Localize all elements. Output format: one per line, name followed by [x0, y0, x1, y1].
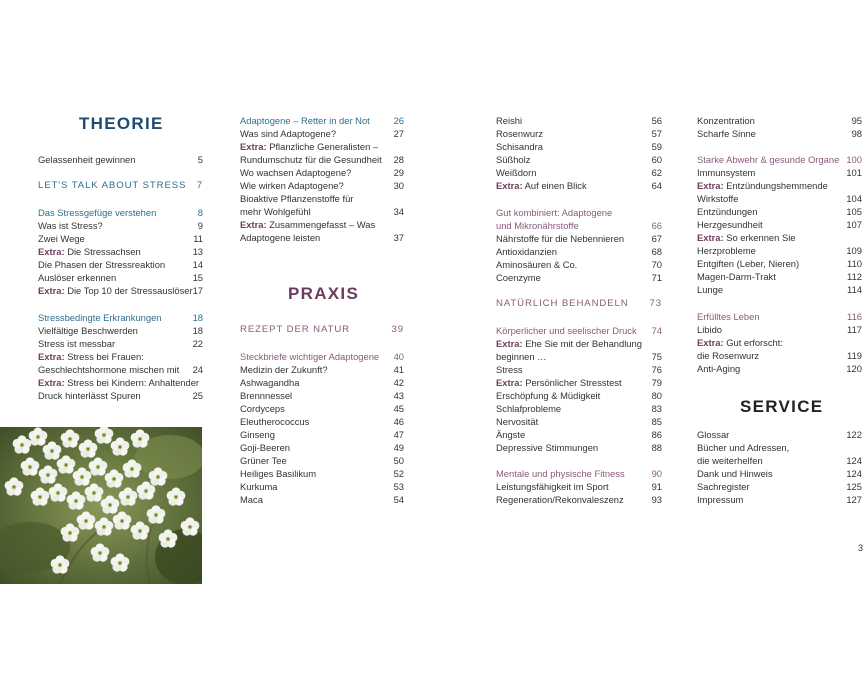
toc-entry[interactable] [697, 283, 862, 296]
entry-page: 75 [651, 351, 662, 362]
toc-entry[interactable] [240, 153, 404, 166]
toc-entry[interactable] [697, 166, 862, 179]
toc-entry[interactable] [697, 218, 862, 231]
entry-page: 14 [192, 259, 203, 270]
extra-label: Extra: [496, 338, 523, 349]
entry-title: Rundumschutz für die Gesundheit [240, 154, 382, 165]
entry-title: Lunge [697, 284, 724, 295]
entry-title: Erfülltes Leben [697, 311, 760, 322]
entry-page: 79 [651, 377, 662, 388]
extra-label: Extra: [240, 219, 267, 230]
entry-title: Regeneration/Rekonvaleszenz [496, 494, 624, 505]
entry-title: Reishi [496, 115, 523, 126]
toc-subchapter[interactable] [38, 311, 203, 324]
entry-title: Ehe Sie mit der Behandlung [525, 338, 642, 349]
entry-page: 119 [847, 350, 862, 361]
entry-title: Brennnessel [240, 390, 293, 401]
heading-praxis: PRAXIS [288, 284, 360, 303]
entry-title: Adaptogene leisten [240, 232, 321, 243]
entry-title: LET'S TALK ABOUT STRESS [38, 180, 187, 191]
toc-entry[interactable] [38, 245, 203, 258]
toc-chapter[interactable] [38, 179, 203, 192]
entry-title: Rosenwurz [496, 128, 543, 139]
entry-title: Süßholz [496, 154, 531, 165]
entry-page: 43 [393, 390, 404, 401]
entry-page: 67 [651, 233, 662, 244]
extra-label: Extra: [38, 246, 65, 257]
entry-title: REZEPT DER NATUR [240, 324, 350, 335]
toc-subchapter[interactable] [697, 153, 862, 166]
entry-page: 90 [651, 468, 662, 479]
extra-label: Extra: [697, 232, 724, 243]
extra-label: Extra: [38, 377, 65, 388]
entry-title: und Mikronährstoffe [496, 220, 579, 231]
entry-title: Aminosäuren & Co. [496, 259, 578, 270]
entry-page: 76 [651, 364, 662, 375]
toc-entry[interactable] [240, 454, 404, 467]
entry-title: mehr Wohlgefühl [240, 206, 311, 217]
toc-entry[interactable] [697, 179, 862, 192]
entry-title: Goji-Beeren [240, 442, 291, 453]
entry-title: Druck hinterlässt Spuren [38, 390, 141, 401]
entry-title: Nährstoffe für die Nebennieren [496, 233, 625, 244]
toc-entry[interactable] [697, 336, 862, 349]
entry-title: Herzprobleme [697, 245, 756, 256]
toc-entry[interactable] [496, 232, 662, 245]
entry-page: 46 [393, 416, 404, 427]
entry-page: 116 [847, 311, 862, 322]
toc-entry[interactable] [496, 179, 662, 192]
entry-title: Wie wirken Adaptogene? [240, 180, 344, 191]
heading-service: SERVICE [740, 397, 824, 416]
entry-page: 37 [393, 232, 404, 243]
entry-title: Nervosität [496, 416, 539, 427]
toc-entry[interactable] [38, 363, 203, 376]
entry-title: Auf einen Blick [524, 180, 587, 191]
entry-title: Medizin der Zukunft? [240, 364, 328, 375]
toc-entry[interactable] [240, 179, 404, 192]
entry-title: Was ist Stress? [38, 220, 103, 231]
entry-title: Anti-Aging [697, 363, 741, 374]
entry-page: 71 [651, 272, 662, 283]
entry-page: 18 [192, 325, 203, 336]
entry-title: Gut erforscht: [726, 337, 783, 348]
toc-subchapter[interactable] [697, 310, 862, 323]
entry-page: 30 [393, 180, 404, 191]
entry-page: 39 [391, 324, 404, 335]
toc-entry[interactable] [240, 402, 404, 415]
entry-title: Bücher und Adressen, [697, 442, 790, 453]
toc-entry[interactable] [496, 258, 662, 271]
entry-title: Wo wachsen Adaptogene? [240, 167, 352, 178]
entry-title: Die Top 10 der Stressauslöser [67, 285, 193, 296]
toc-entry[interactable] [697, 493, 862, 506]
toc-entry[interactable] [697, 205, 862, 218]
toc-entry[interactable] [240, 493, 404, 506]
entry-page: 60 [651, 154, 662, 165]
entry-page: 56 [651, 115, 662, 126]
toc-entry[interactable] [240, 363, 404, 376]
toc-entry[interactable] [240, 140, 404, 153]
entry-title: Entgiften (Leber, Nieren) [697, 258, 800, 269]
entry-page: 26 [393, 115, 404, 126]
entry-page: 62 [651, 167, 662, 178]
toc-entry[interactable] [496, 402, 662, 415]
entry-title: Stress [496, 364, 523, 375]
entry-title: die weiterhelfen [697, 455, 763, 466]
entry-title: Die Phasen der Stressreaktion [38, 259, 166, 270]
toc-entry[interactable] [496, 363, 662, 376]
toc-entry[interactable] [697, 323, 862, 336]
toc-entry[interactable] [697, 127, 862, 140]
entry-title: Bioaktive Pflanzenstoffe für [240, 193, 354, 204]
entry-page: 117 [847, 324, 862, 335]
toc-entry[interactable] [38, 153, 203, 166]
entry-title: Immunsystem [697, 167, 756, 178]
entry-title: Grüner Tee [240, 455, 287, 466]
entry-title: die Rosenwurz [697, 350, 760, 361]
page-number: 3 [858, 543, 864, 553]
toc-entry[interactable] [697, 441, 862, 454]
entry-title: Auslöser erkennen [38, 272, 117, 283]
entry-page: 64 [651, 180, 662, 191]
entry-page: 59 [651, 141, 662, 152]
entry-page: 42 [393, 377, 404, 388]
entry-page: 98 [851, 128, 862, 139]
entry-title: Scharfe Sinne [697, 128, 756, 139]
entry-page: 22 [192, 338, 203, 349]
extra-label: Extra: [697, 337, 724, 348]
toc-entry[interactable] [240, 205, 404, 218]
entry-title: Herzgesundheit [697, 219, 763, 230]
toc-entry[interactable] [38, 337, 203, 350]
entry-title: Kurkuma [240, 481, 278, 492]
entry-title: Starke Abwehr & gesunde Organe [697, 154, 840, 165]
entry-title: So erkennen Sie [726, 232, 796, 243]
toc-subchapter[interactable] [496, 467, 662, 480]
entry-page: 93 [651, 494, 662, 505]
toc-entry[interactable] [240, 166, 404, 179]
entry-title: Cordyceps [240, 403, 285, 414]
entry-title: Ängste [496, 429, 526, 440]
entry-page: 24 [192, 364, 203, 375]
entry-page: 7 [196, 180, 203, 191]
entry-page: 52 [393, 468, 404, 479]
toc-entry[interactable] [38, 284, 203, 297]
entry-title: Ginseng [240, 429, 275, 440]
toc-entry[interactable] [240, 218, 404, 231]
toc-entry[interactable] [697, 480, 862, 493]
entry-page: 86 [651, 429, 662, 440]
hawthorn-blossom-photo [0, 427, 202, 584]
entry-title: Schisandra [496, 141, 543, 152]
entry-page: 27 [393, 128, 404, 139]
toc-entry[interactable] [697, 349, 862, 362]
toc-entry[interactable] [240, 192, 404, 205]
toc-entry[interactable] [697, 244, 862, 257]
entry-title: Dank und Hinweis [697, 468, 773, 479]
toc-chapter[interactable] [240, 323, 404, 336]
toc-entry[interactable] [496, 114, 662, 127]
entry-title: Weißdorn [496, 167, 537, 178]
entry-page: 110 [847, 258, 862, 269]
blossom-illustration [0, 427, 202, 584]
entry-title: Persönlicher Stresstest [525, 377, 622, 388]
entry-page: 124 [846, 468, 862, 479]
toc-entry[interactable] [697, 114, 862, 127]
extra-label: Extra: [496, 180, 523, 191]
entry-title: Gelassenheit gewinnen [38, 154, 136, 165]
toc-entry[interactable] [240, 480, 404, 493]
entry-title: Steckbriefe wichtiger Adaptogene [240, 351, 380, 362]
toc-entry[interactable] [240, 376, 404, 389]
entry-title: Pflanzliche Generalisten – [269, 141, 379, 152]
entry-page: 25 [192, 390, 203, 401]
entry-title: Eleutherococcus [240, 416, 310, 427]
entry-title: Antioxidanzien [496, 246, 557, 257]
entry-page: 28 [393, 154, 404, 165]
toc-entry[interactable] [38, 376, 203, 389]
entry-page: 91 [651, 481, 662, 492]
entry-page: 107 [846, 219, 862, 230]
entry-page: 40 [393, 351, 404, 362]
entry-page: 83 [651, 403, 662, 414]
heading-theorie: THEORIE [79, 114, 164, 133]
toc-entry[interactable] [496, 166, 662, 179]
entry-page: 9 [197, 220, 203, 231]
entry-page: 34 [393, 206, 404, 217]
entry-title: Konzentration [697, 115, 755, 126]
toc-entry[interactable] [240, 467, 404, 480]
entry-page: 8 [197, 207, 203, 218]
entry-page: 57 [651, 128, 662, 139]
entry-page: 120 [846, 363, 862, 374]
toc-entry[interactable] [240, 415, 404, 428]
toc-entry[interactable] [38, 350, 203, 363]
entry-page: 95 [851, 115, 862, 126]
entry-page: 50 [393, 455, 404, 466]
entry-page: 124 [846, 455, 862, 466]
entry-title: Depressive Stimmungen [496, 442, 599, 453]
entry-title: Adaptogene – Retter in der Not [240, 115, 370, 126]
extra-label: Extra: [240, 141, 267, 152]
entry-title: Vielfältige Beschwerden [38, 325, 138, 336]
toc-entry[interactable] [240, 231, 404, 244]
entry-title: Zusammengefasst – Was [269, 219, 376, 230]
toc-entry[interactable] [38, 219, 203, 232]
entry-page: 68 [651, 246, 662, 257]
entry-title: Magen-Darm-Trakt [697, 271, 776, 282]
entry-page: 13 [192, 246, 203, 257]
entry-page: 66 [651, 220, 662, 231]
extra-label: Extra: [38, 351, 65, 362]
entry-page: 101 [846, 167, 862, 178]
entry-title: beginnen … [496, 351, 547, 362]
entry-title: Gut kombiniert: Adaptogene [496, 207, 613, 218]
toc-entry[interactable] [240, 389, 404, 402]
entry-title: Leistungsfähigkeit im Sport [496, 481, 609, 492]
entry-page: 41 [393, 364, 404, 375]
toc-entry[interactable] [697, 257, 862, 270]
entry-page: 17 [192, 285, 203, 296]
toc-subchapter[interactable] [496, 324, 662, 337]
entry-title: Stress bei Kindern: Anhaltender [67, 377, 200, 388]
toc-entry[interactable] [697, 362, 862, 375]
toc-entry[interactable] [38, 389, 203, 402]
toc-subchapter[interactable] [496, 206, 662, 219]
entry-page: 49 [393, 442, 404, 453]
entry-page: 125 [846, 481, 862, 492]
extra-label: Extra: [496, 377, 523, 388]
toc-entry[interactable] [240, 441, 404, 454]
entry-title: Erschöpfung & Müdigkeit [496, 390, 601, 401]
entry-page: 74 [651, 325, 662, 336]
entry-title: Coenzyme [496, 272, 541, 283]
entry-title: Mentale und physische Fitness [496, 468, 625, 479]
entry-page: 15 [192, 272, 203, 283]
entry-title: Wirkstoffe [697, 193, 739, 204]
entry-title: Entzündungen [697, 206, 758, 217]
toc-entry[interactable] [496, 428, 662, 441]
toc-entry[interactable] [697, 231, 862, 244]
entry-page: 122 [846, 429, 862, 440]
entry-page: 88 [651, 442, 662, 453]
entry-title: Das Stressgefüge verstehen [38, 207, 157, 218]
entry-page: 73 [649, 298, 662, 309]
toc-entry[interactable] [697, 454, 862, 467]
entry-page: 29 [393, 167, 404, 178]
toc-subchapter[interactable] [240, 114, 404, 127]
toc-entry[interactable] [496, 480, 662, 493]
entry-page: 18 [192, 312, 203, 323]
toc-entry[interactable] [496, 153, 662, 166]
toc-entry[interactable] [38, 258, 203, 271]
toc-entry[interactable] [38, 324, 203, 337]
entry-title: Stressbedingte Erkrankungen [38, 312, 162, 323]
entry-page: 80 [651, 390, 662, 401]
toc-entry[interactable] [38, 271, 203, 284]
entry-title: Glossar [697, 429, 730, 440]
entry-title: Geschlechtshormone mischen mit [38, 364, 180, 375]
entry-title: Sachregister [697, 481, 750, 492]
toc-entry[interactable] [496, 441, 662, 454]
toc-entry[interactable] [697, 428, 862, 441]
entry-page: 54 [393, 494, 404, 505]
entry-title: Was sind Adaptogene? [240, 128, 337, 139]
toc-entry[interactable] [496, 140, 662, 153]
entry-title: Körperlicher und seelischer Druck [496, 325, 637, 336]
entry-title: Stress ist messbar [38, 338, 116, 349]
toc-subchapter[interactable] [240, 350, 404, 363]
entry-title: Zwei Wege [38, 233, 85, 244]
toc-entry[interactable] [496, 337, 662, 350]
entry-title: Stress bei Frauen: [67, 351, 144, 362]
entry-page: 109 [846, 245, 862, 256]
toc-entry[interactable] [240, 428, 404, 441]
entry-page: 127 [846, 494, 862, 505]
entry-title: Ashwagandha [240, 377, 300, 388]
toc-entry[interactable] [496, 415, 662, 428]
entry-page: 45 [393, 403, 404, 414]
entry-title: NATÜRLICH BEHANDELN [496, 298, 629, 309]
entry-page: 104 [846, 193, 862, 204]
extra-label: Extra: [38, 285, 65, 296]
toc-subchapter[interactable] [496, 219, 662, 232]
entry-page: 105 [846, 206, 862, 217]
toc-entry[interactable] [496, 127, 662, 140]
toc-entry[interactable] [38, 232, 203, 245]
toc-chapter[interactable] [496, 297, 662, 310]
toc-entry[interactable] [496, 271, 662, 284]
entry-page: 85 [651, 416, 662, 427]
toc-entry[interactable] [496, 389, 662, 402]
toc-entry[interactable] [496, 376, 662, 389]
entry-page: 114 [847, 284, 862, 295]
toc-entry[interactable] [496, 493, 662, 506]
toc-subchapter[interactable] [38, 206, 203, 219]
toc-entry[interactable] [697, 467, 862, 480]
entry-page: 11 [193, 233, 203, 244]
entry-page: 100 [846, 154, 862, 165]
extra-label: Extra: [697, 180, 724, 191]
entry-page: 47 [393, 429, 404, 440]
entry-title: Impressum [697, 494, 744, 505]
toc-entry[interactable] [697, 192, 862, 205]
entry-title: Entzündungshemmende [726, 180, 828, 191]
entry-title: Schlafprobleme [496, 403, 562, 414]
entry-page: 70 [651, 259, 662, 270]
entry-title: Die Stressachsen [67, 246, 141, 257]
toc-entry[interactable] [496, 350, 662, 363]
entry-page: 53 [393, 481, 404, 492]
entry-title: Maca [240, 494, 263, 505]
toc-entry[interactable] [240, 127, 404, 140]
entry-page: 112 [847, 271, 862, 282]
entry-title: Libido [697, 324, 723, 335]
toc-entry[interactable] [496, 245, 662, 258]
entry-page: 5 [197, 154, 203, 165]
entry-title: Heiliges Basilikum [240, 468, 317, 479]
toc-entry[interactable] [697, 270, 862, 283]
